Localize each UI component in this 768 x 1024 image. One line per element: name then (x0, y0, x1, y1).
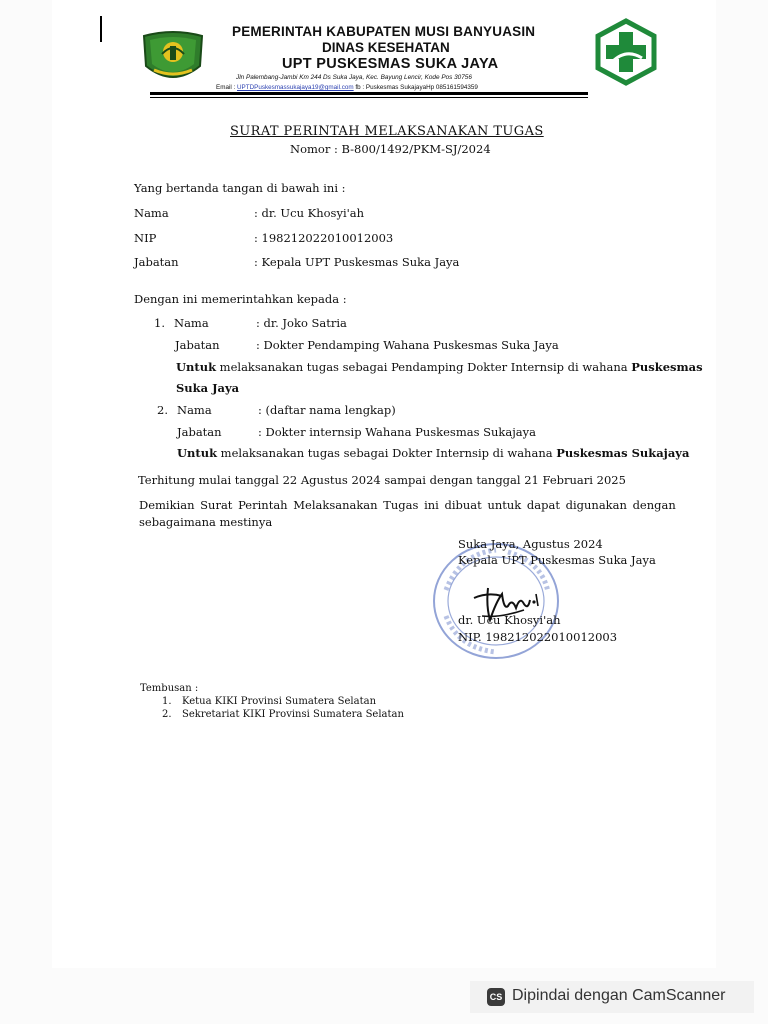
order-item-2-position-value: : Dokter internsip Wahana Puskesmas Sukajaya (258, 425, 537, 439)
closing-line-1: Demikian Surat Perintah Melaksanakan Tugas ini dibuat untuk dapat digunakan dengan (139, 498, 676, 512)
signatory-nip-signed: NIP. 198212022010012003 (458, 630, 618, 644)
signatory-nip-label: NIP (134, 231, 157, 245)
puskesmas-cross-logo-icon (592, 18, 660, 90)
letter-number: Nomor : B-800/1492/PKM-SJ/2024 (290, 142, 491, 156)
letter-title: SURAT PERINTAH MELAKSANAKAN TUGAS (230, 124, 544, 139)
order-item-1-task-start: Untuk (176, 360, 217, 374)
cc-item-2: Sekretariat KIKI Provinsi Sumatera Selatan (182, 709, 404, 720)
signatory-position-label: Jabatan (134, 255, 179, 269)
letterhead-government: PEMERINTAH KABUPATEN MUSI BANYUASIN (232, 24, 536, 39)
order-item-1-position-label: Jabatan (175, 338, 220, 352)
letterhead-divider-thin (150, 97, 588, 98)
signatory-position-value: : Kepala UPT Puskesmas Suka Jaya (254, 255, 460, 269)
cc-item-1: Ketua KIKI Provinsi Sumatera Selatan (182, 696, 377, 707)
order-item-1-task (176, 360, 703, 374)
letterhead-unit: UPT PUSKESMAS SUKA JAYA (282, 56, 499, 72)
signature-place-date: Suka Jaya, Agustus 2024 (458, 537, 603, 551)
order-item-1-position-value: : Dokter Pendamping Wahana Puskesmas Suka Jaya (256, 338, 559, 352)
closing-line-2: sebagaimana mestinya (139, 515, 273, 529)
order-item-1-task-end: Puskesmas (631, 360, 703, 374)
signatory-nip-value: : 198212022010012003 (254, 231, 394, 245)
social-contact: fb : Puskesmas SukajayaHp 085161594359 (355, 84, 478, 91)
order-item-1-name-value: : dr. Joko Satria (256, 316, 347, 330)
letterhead-divider (150, 92, 588, 95)
order-item-2-name-label: Nama (177, 403, 212, 417)
signatory-name-value: : dr. Ucu Khosyi'ah (254, 206, 365, 220)
cc-item-2-number: 2. (162, 709, 172, 720)
signatory-name-label: Nama (134, 206, 169, 220)
cc-item-1-number: 1. (162, 696, 172, 707)
order-item-1-number: 1. (154, 316, 165, 330)
order-item-2-task-text: melaksanakan tugas sebagai Dokter Internsip di wahana (217, 446, 557, 460)
order-item-2-position-label: Jabatan (177, 425, 222, 439)
order-item-1-name-label: Nama (174, 316, 209, 330)
cc-label: Tembusan : (140, 683, 199, 694)
musi-banyuasin-emblem-icon (140, 30, 206, 90)
camscanner-logo-icon: CS (487, 988, 505, 1006)
signatory-intro: Yang bertanda tangan di bawah ini : (134, 181, 346, 195)
letterhead-contact: Email : UPTDPuskesmassukajaya19@gmail.com fb : Puskesmas SukajayaHp 085161594359 (216, 84, 478, 91)
order-item-2-task-start: Untuk (177, 446, 218, 460)
letterhead-agency: DINAS KESEHATAN (322, 40, 450, 55)
email-link[interactable]: UPTDPuskesmassukajaya19@gmail.com (237, 84, 354, 91)
order-item-2-name-value: : (daftar nama lengkap) (258, 403, 396, 417)
order-intro: Dengan ini memerintahkan kepada : (134, 292, 347, 306)
letterhead-address: Jln Palembang-Jambi Km 244 Ds Suka Jaya, Kec. Bayung Lencir, Kode Pos 30756 (236, 74, 472, 81)
order-item-1-task-line2: Suka Jaya (176, 381, 240, 395)
order-item-2-task-end: Puskesmas Sukajaya (556, 446, 690, 460)
order-item-2-number: 2. (157, 403, 168, 417)
assignment-period: Terhitung mulai tanggal 22 Agustus 2024 sampai dengan tanggal 21 Februari 2025 (138, 473, 626, 487)
scan-edge-mark (100, 16, 102, 42)
signatory-name-signed: dr. Ucu Khosyi'ah (458, 613, 561, 627)
email-label: Email (216, 84, 232, 91)
order-item-1-task-text: melaksanakan tugas sebagai Pendamping Dokter Internsip di wahana (216, 360, 632, 374)
signature-position: Kepala UPT Puskesmas Suka Jaya (458, 553, 656, 567)
order-item-2-task (177, 446, 689, 460)
camscanner-watermark-text: Dipindai dengan CamScanner (512, 987, 726, 1004)
